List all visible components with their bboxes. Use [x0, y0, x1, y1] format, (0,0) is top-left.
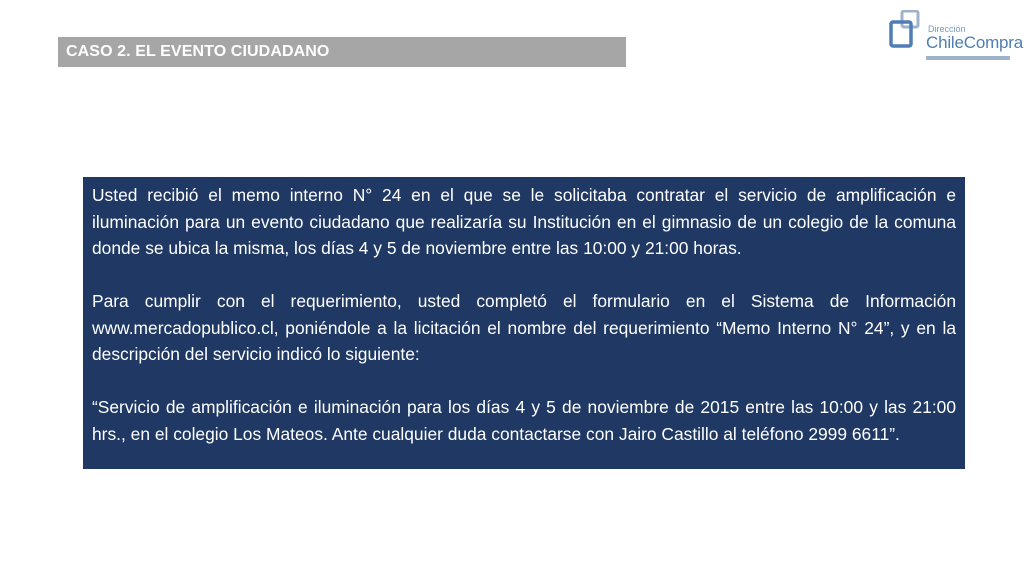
logo-underline: [926, 56, 1010, 60]
logo-brand: ChileCompra: [926, 33, 1024, 52]
paragraph-memo: Usted recibió el memo interno N° 24 en el que se le solicitaba contratar el servicio de amplificación e iluminación para un evento ciudadano que realizaría su Institución en el gimnasio de un colegio de la comuna donde se ubica la misma, los días 4 y 5 de noviembre entre las 10:00 y 21:00 horas.: [92, 185, 956, 258]
chilecompra-logo: [888, 8, 1024, 64]
chilecompra-logo-icon: [888, 10, 924, 50]
slide-title-bar: [58, 37, 626, 67]
logo-subtitle: Dirección: [928, 24, 966, 34]
case-description-box: [83, 177, 965, 469]
paragraph-form: Para cumplir con el requerimiento, usted completó el formulario en el Sistema de Información www.mercadopublico.cl, poniéndole a la licitación el nombre del requerimiento “Memo Interno N° 24”, y en la descripción del servicio indicó lo siguiente:: [92, 291, 956, 364]
paragraph-service-description: “Servicio de amplificación e iluminación para los días 4 y 5 de noviembre de 2015 entre las 10:00 y las 21:00 hrs., en el colegio Los Mateos. Ante cualquier duda contactarse con Jairo Castillo al teléfono 2999 6611”.: [92, 397, 956, 444]
slide-title: CASO 2. EL EVENTO CIUDADANO: [66, 43, 330, 60]
